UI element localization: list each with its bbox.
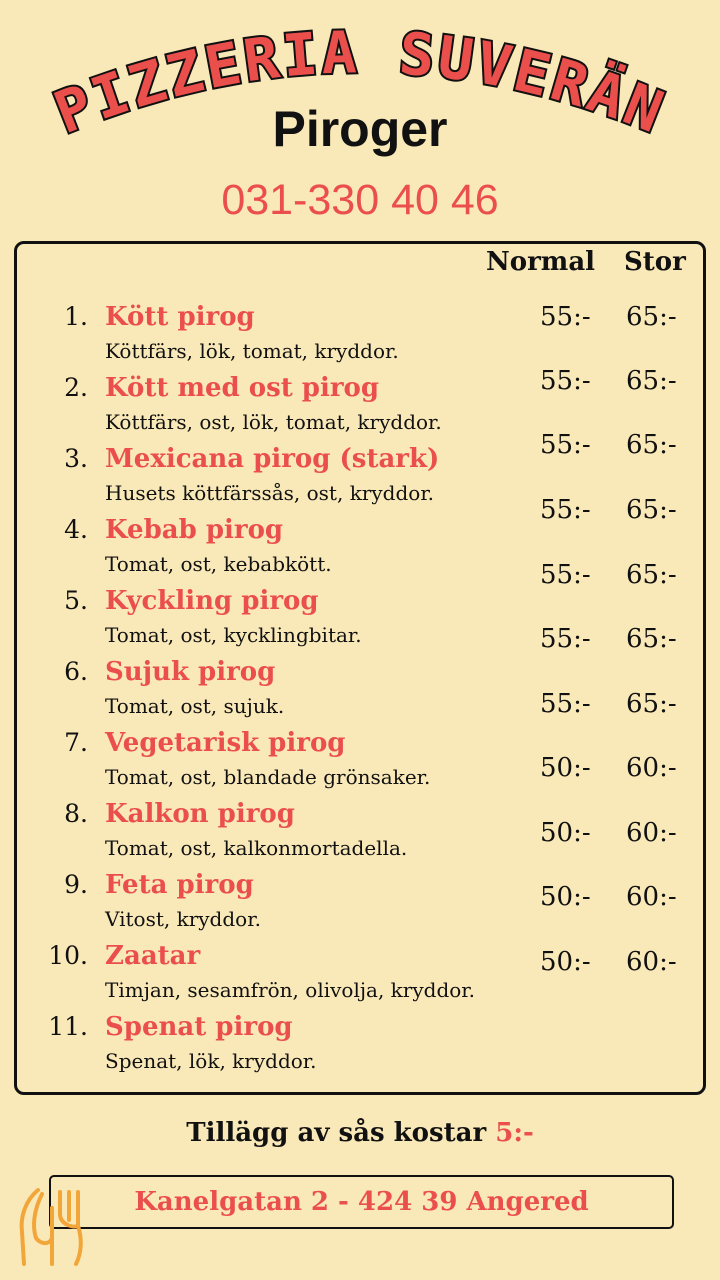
item-name: Kött pirog — [105, 302, 255, 332]
price-normal: 55:- — [540, 495, 591, 525]
price-normal: 55:- — [540, 624, 591, 654]
item-description: Tomat, ost, sujuk. — [105, 694, 285, 718]
item-description: Tomat, ost, kebabkött. — [105, 552, 332, 576]
item-description: Vitost, kryddor. — [105, 907, 261, 931]
menu-item[interactable] — [0, 515, 720, 586]
price-large: 60:- — [626, 818, 677, 848]
menu-item[interactable] — [0, 657, 720, 728]
item-description: Spenat, lök, kryddor. — [105, 1049, 317, 1073]
price-large: 65:- — [626, 495, 677, 525]
item-name: Sujuk pirog — [105, 657, 276, 687]
item-description: Köttfärs, lök, tomat, kryddor. — [105, 339, 399, 363]
item-number: 6. — [64, 657, 88, 686]
price-large: 65:- — [626, 624, 677, 654]
price-large: 65:- — [626, 302, 677, 332]
item-number: 2. — [64, 373, 88, 402]
item-name: Kebab pirog — [105, 515, 284, 545]
item-number: 5. — [64, 586, 88, 615]
column-header-large: Stor — [624, 247, 686, 277]
item-name: Feta pirog — [105, 870, 254, 900]
price-large: 65:- — [626, 366, 677, 396]
item-description: Tomat, ost, blandade grönsaker. — [105, 765, 431, 789]
item-number: 1. — [64, 302, 88, 331]
addon-price: 5:- — [495, 1118, 534, 1148]
item-name: Vegetarisk pirog — [105, 728, 346, 758]
price-normal: 55:- — [540, 366, 591, 396]
price-large: 60:- — [626, 947, 677, 977]
phone-number[interactable]: 031-330 40 46 — [221, 176, 499, 224]
price-normal: 50:- — [540, 753, 591, 783]
menu-item[interactable] — [0, 302, 720, 373]
item-number: 8. — [64, 799, 88, 828]
price-large: 60:- — [626, 753, 677, 783]
item-number: 4. — [64, 515, 88, 544]
item-name: Kyckling pirog — [105, 586, 319, 616]
addon-text: Tillägg av sås kostar — [186, 1118, 487, 1148]
menu-item[interactable] — [0, 941, 720, 1012]
price-normal: 50:- — [540, 947, 591, 977]
menu-item[interactable] — [0, 870, 720, 941]
item-description: Köttfärs, ost, lök, tomat, kryddor. — [105, 410, 442, 434]
price-normal: 55:- — [540, 430, 591, 460]
item-number: 10. — [48, 941, 88, 970]
item-name: Kött med ost pirog — [105, 373, 380, 403]
addon-note — [0, 1118, 720, 1148]
price-normal: 50:- — [540, 882, 591, 912]
item-number: 7. — [64, 728, 88, 757]
item-description: Tomat, ost, kalkonmortadella. — [105, 836, 408, 860]
menu-item[interactable] — [0, 373, 720, 444]
address-text[interactable]: Kanelgatan 2 - 424 39 Angered — [134, 1187, 589, 1217]
item-name: Zaatar — [105, 941, 201, 971]
item-description: Timjan, sesamfrön, olivolja, kryddor. — [105, 978, 476, 1002]
price-normal: 55:- — [540, 302, 591, 332]
item-name: Mexicana pirog (stark) — [105, 444, 440, 474]
column-header-normal: Normal — [486, 247, 596, 277]
menu-item[interactable] — [0, 799, 720, 870]
item-name: Kalkon pirog — [105, 799, 295, 829]
item-number: 11. — [48, 1012, 88, 1041]
address-box — [49, 1175, 674, 1229]
price-large: 65:- — [626, 430, 677, 460]
menu-item[interactable] — [0, 586, 720, 657]
item-name: Spenat pirog — [105, 1012, 293, 1042]
price-normal: 50:- — [540, 818, 591, 848]
item-number: 3. — [64, 444, 88, 473]
item-description: Husets köttfärssås, ost, kryddor. — [105, 481, 435, 505]
page-title: Piroger — [272, 101, 448, 157]
brand-name: PIZZERIA SUVERÄN — [45, 18, 675, 148]
menu-item[interactable] — [0, 1012, 720, 1083]
price-normal: 55:- — [540, 689, 591, 719]
menu-item[interactable] — [0, 444, 720, 515]
fork-knife-logo-icon — [12, 1186, 92, 1268]
price-large: 65:- — [626, 560, 677, 590]
item-number: 9. — [64, 870, 88, 899]
item-description: Tomat, ost, kycklingbitar. — [105, 623, 362, 647]
price-normal: 55:- — [540, 560, 591, 590]
price-large: 65:- — [626, 689, 677, 719]
price-large: 60:- — [626, 882, 677, 912]
menu-item[interactable] — [0, 728, 720, 799]
